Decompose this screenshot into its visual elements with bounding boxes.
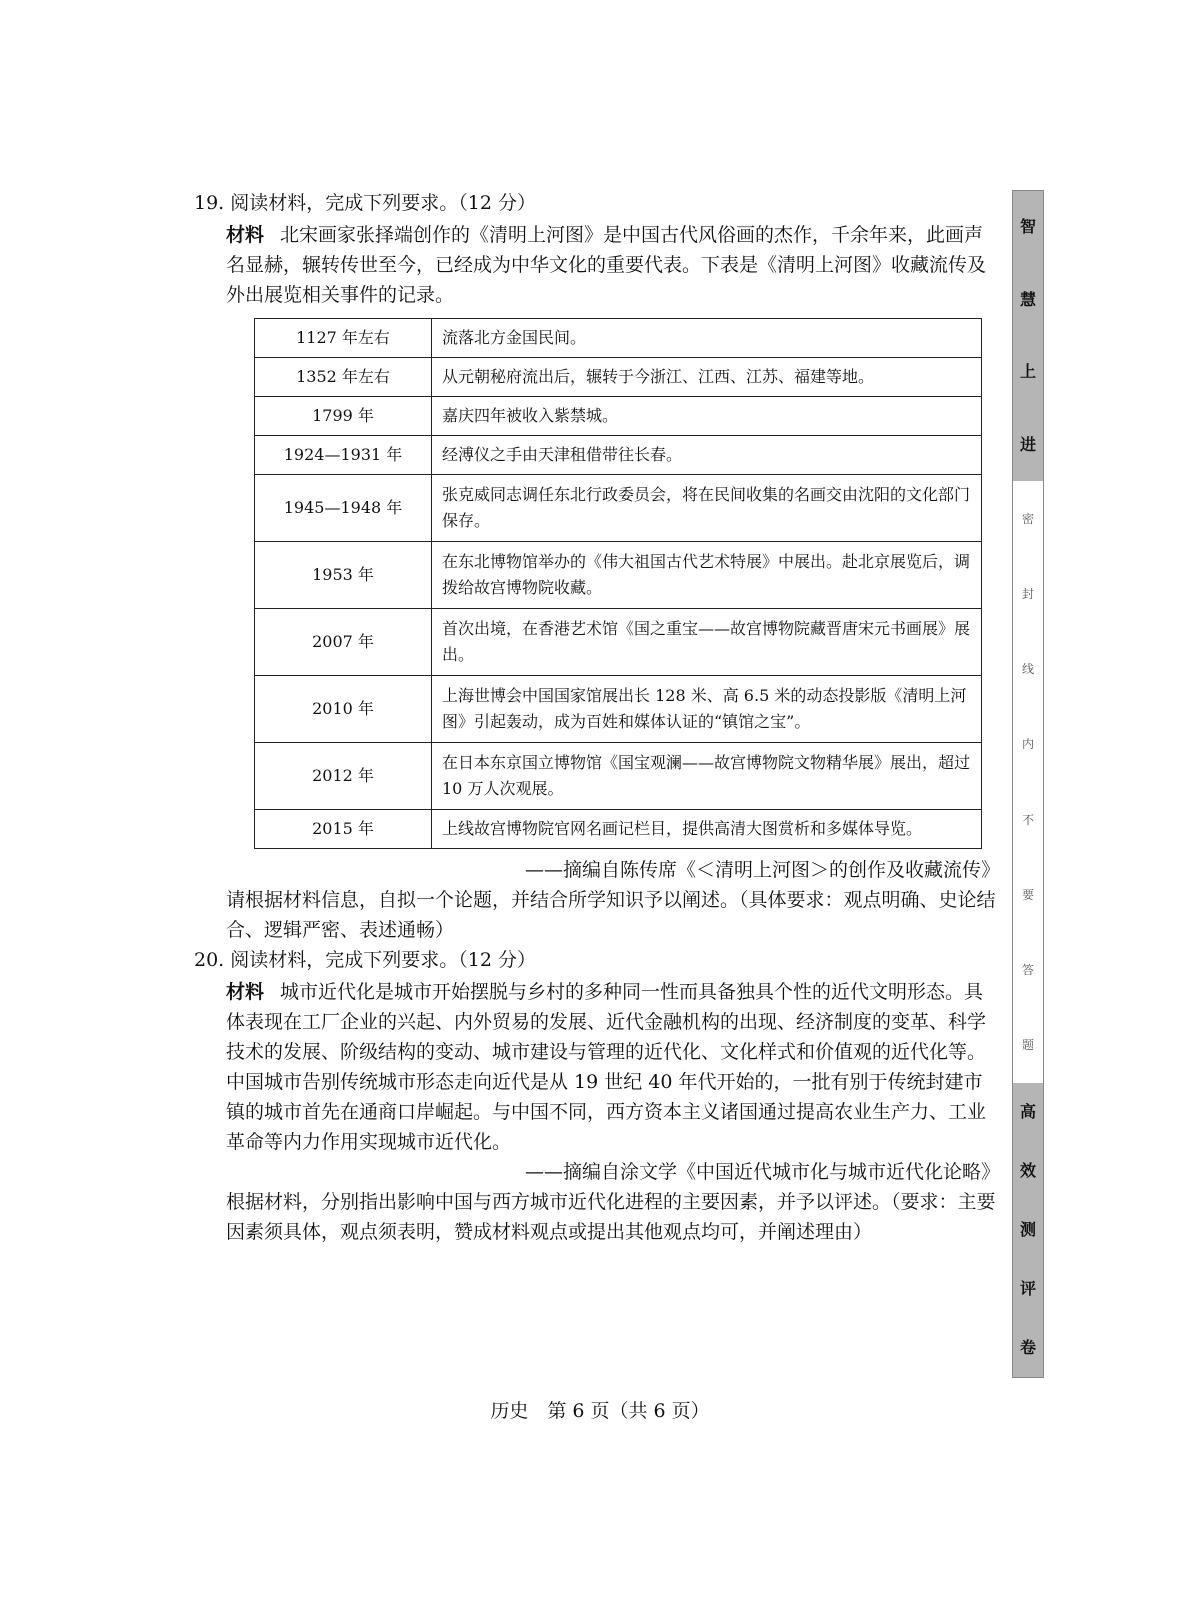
table-cell-year: 1127 年左右 <box>255 319 432 358</box>
exam-content <box>196 188 1000 1247</box>
sidebar-char: 题 <box>1021 1038 1034 1053</box>
table-cell-year: 1924—1931 年 <box>255 436 432 475</box>
table-cell-year: 1945—1948 年 <box>255 475 432 542</box>
table-row <box>255 542 982 609</box>
table-cell-year: 1953 年 <box>255 542 432 609</box>
table-cell-year: 2010 年 <box>255 676 432 743</box>
q19-record-table <box>254 318 982 849</box>
table-cell-year: 1352 年左右 <box>255 358 432 397</box>
q19-requirement: 请根据材料信息，自拟一个论题，并结合所学知识予以阐述。（具体要求：观点明确、史论结合、逻辑严密、表述通畅） <box>226 889 996 941</box>
table-row <box>255 436 982 475</box>
sidebar-char: 卷 <box>1019 1337 1036 1357</box>
sidebar-char: 线 <box>1021 662 1034 677</box>
q20-source: ——摘编自涂文学《中国近代城市化与城市近代化论略》 <box>524 1161 1000 1183</box>
sidebar-char: 测 <box>1019 1219 1036 1239</box>
q19-material-label: 材料 <box>226 224 265 246</box>
table-row <box>255 475 982 542</box>
q20-title: 20. 阅读材料，完成下列要求。（12 分） <box>194 949 536 971</box>
table-row <box>255 810 982 849</box>
table-cell-year: 1799 年 <box>255 397 432 436</box>
sidebar-char: 高 <box>1019 1102 1036 1122</box>
table-row <box>255 676 982 743</box>
sidebar-char: 慧 <box>1019 289 1036 309</box>
q20-requirement: 根据材料，分别指出影响中国与西方城市近代化进程的主要因素，并予以评述。（要求：主要因素须具体，观点须表明，赞成材料观点或提出其他观点均可，并阐述理由） <box>226 1191 996 1243</box>
table-row <box>255 319 982 358</box>
table-cell-event: 经溥仪之手由天津租借带往长春。 <box>432 436 982 475</box>
q19-material <box>196 220 1000 310</box>
page-footer: 历史 第 6 页（共 6 页） <box>490 1400 710 1422</box>
table-cell-year: 2007 年 <box>255 609 432 676</box>
sidebar-char: 密 <box>1021 511 1034 526</box>
table-cell-event: 首次出境，在香港艺术馆《国之重宝——故宫博物院藏晋唐宋元书画展》展出。 <box>432 609 982 676</box>
sidebar-char: 封 <box>1021 586 1034 601</box>
sidebar-char: 上 <box>1019 362 1036 382</box>
sidebar-char: 评 <box>1019 1278 1036 1298</box>
table-cell-event: 张克威同志调任东北行政委员会，将在民间收集的名画交由沈阳的文化部门保存。 <box>432 475 982 542</box>
sidebar-char: 要 <box>1021 887 1034 902</box>
sidebar-bottom <box>1013 1083 1043 1377</box>
sidebar-char: 效 <box>1019 1161 1036 1181</box>
table-cell-event: 在日本东京国立博物馆《国宝观澜——故宫博物院文物精华展》展出，超过 10 万人次观展。 <box>432 743 982 810</box>
sidebar-char: 不 <box>1021 812 1034 827</box>
table-row <box>255 743 982 810</box>
table-row <box>255 358 982 397</box>
sidebar-char: 智 <box>1019 217 1036 237</box>
binding-sidebar <box>1012 190 1044 1378</box>
q19-title: 19. 阅读材料，完成下列要求。（12 分） <box>194 192 536 214</box>
table-cell-event: 上线故宫博物院官网名画记栏目，提供高清大图赏析和多媒体导览。 <box>432 810 982 849</box>
table-cell-event: 嘉庆四年被收入紫禁城。 <box>432 397 982 436</box>
sidebar-seal-line <box>1013 481 1043 1083</box>
table-cell-event: 在东北博物馆举办的《伟大祖国古代艺术特展》中展出。赴北京展览后，调拨给故宫博物院收藏。 <box>432 542 982 609</box>
q20-material-text: 城市近代化是城市开始摆脱与乡村的多种同一性而具备独具个性的近代文明形态。具体表现在工厂企业的兴起、内外贸易的发展、近代金融机构的出现、经济制度的变革、科学技术的发展、阶级结构的变动、城市建设与管理的近代化、文化样式和价值观的近代化等。中国城市告别传统城市形态走向近代是从 19 世纪 40 年代开始的，一批有别于传统封建市镇的城市首先在通商口岸崛起。与中国不同，西方资本主义诸国通过提高农业生产力、工业革命等内力作用实现城市近代化。 <box>226 981 987 1153</box>
table-row <box>255 397 982 436</box>
table-row <box>255 609 982 676</box>
q19-material-text: 北宋画家张择端创作的《清明上河图》是中国古代风俗画的杰作，千余年来，此画声名显赫，辗转传世至今，已经成为中华文化的重要代表。下表是《清明上河图》收藏流传及外出展览相关事件的记录。 <box>226 224 987 306</box>
table-cell-year: 2015 年 <box>255 810 432 849</box>
q19-source: ——摘编自陈传席《＜清明上河图＞的创作及收藏流传》 <box>524 859 1000 881</box>
sidebar-top <box>1013 191 1043 481</box>
sidebar-char: 进 <box>1019 434 1036 454</box>
table-cell-year: 2012 年 <box>255 743 432 810</box>
q20-material-label: 材料 <box>226 981 265 1003</box>
sidebar-char: 答 <box>1021 963 1034 978</box>
sidebar-char: 内 <box>1021 737 1034 752</box>
q20-material <box>196 977 1000 1157</box>
table-cell-event: 上海世博会中国国家馆展出长 128 米、高 6.5 米的动态投影版《清明上河图》引起轰动，成为百姓和媒体认证的“镇馆之宝”。 <box>432 676 982 743</box>
table-cell-event: 流落北方金国民间。 <box>432 319 982 358</box>
table-cell-event: 从元朝秘府流出后，辗转于今浙江、江西、江苏、福建等地。 <box>432 358 982 397</box>
